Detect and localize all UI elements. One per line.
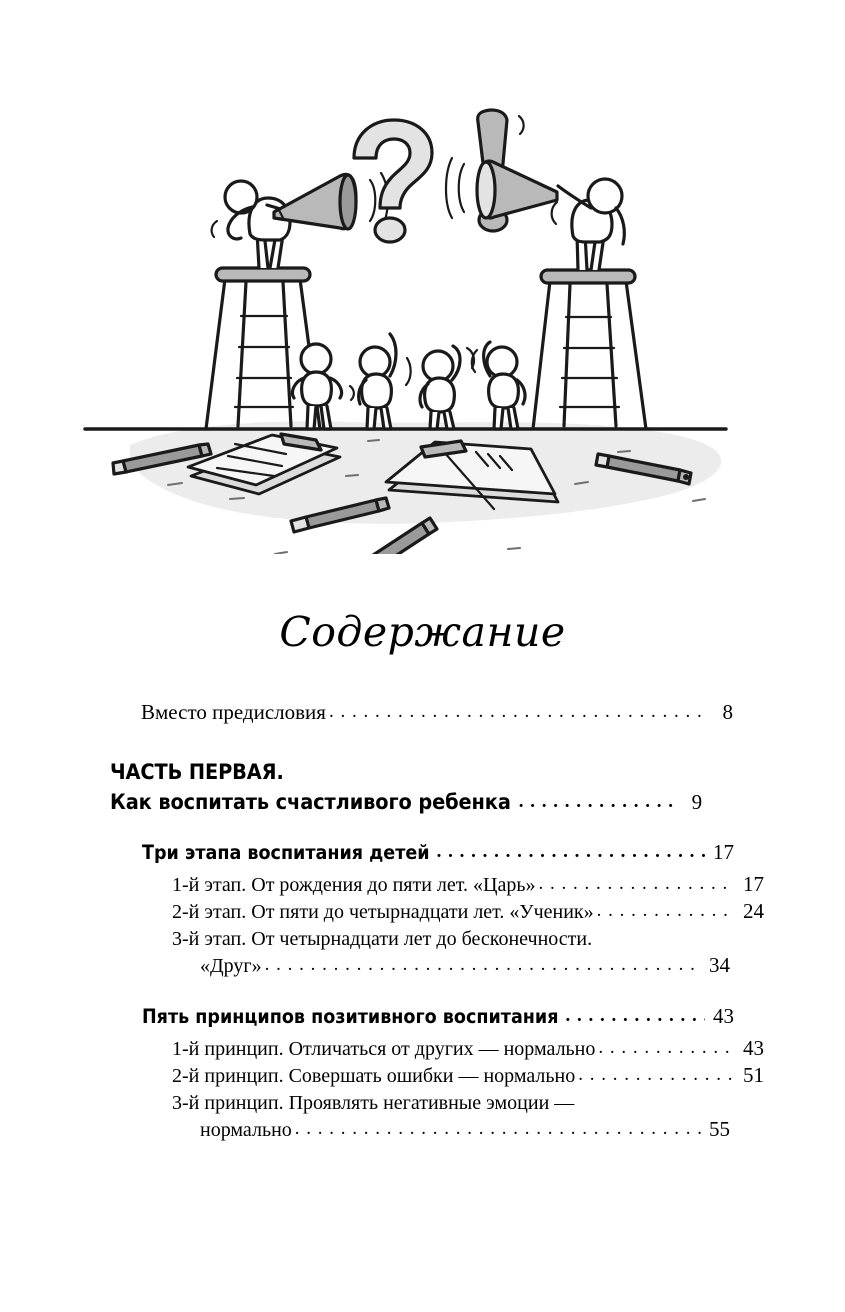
toc-sub-label: 2-й этап. От пяти до четырнадцати лет. «Ученик» [172, 901, 594, 924]
toc-page-number: 9 [691, 789, 702, 814]
dot-leader [329, 701, 704, 723]
toc-page-number: 55 [709, 1117, 730, 1142]
toc-entry-label: Вместо предисловия [141, 700, 326, 724]
toc-sub-entry[interactable] [172, 898, 764, 926]
toc-sub-entry[interactable] [172, 926, 730, 980]
toc-sub-label-line1: 3-й этап. От четырнадцати лет до бесконечности. [172, 927, 593, 950]
toc-page-number: 8 [722, 700, 733, 724]
toc-chapter-heading-1[interactable] [142, 840, 734, 865]
page-title: Содержание [279, 608, 566, 656]
dot-leader [538, 872, 735, 897]
toc-page-number: 43 [713, 1003, 734, 1028]
toc-page-number: 24 [743, 899, 764, 924]
crowd-figure-3 [420, 346, 474, 429]
figure-right-megaphone [552, 179, 625, 270]
toc-chapter-heading-2[interactable] [142, 1004, 734, 1029]
toc-sub-entry[interactable] [172, 1035, 764, 1063]
dot-leader [597, 899, 735, 924]
toc-sub-label-line1: 3-й принцип. Проявлять негативные эмоции — [172, 1092, 575, 1115]
dot-leader [295, 1117, 701, 1142]
toc-part-line1: ЧАСТЬ ПЕРВАЯ. [110, 760, 284, 785]
ladder-left [206, 268, 320, 429]
toc-chapter-label: Пять принципов позитивного воспитания [142, 1004, 559, 1028]
crowd-figure-4 [472, 342, 525, 429]
toc-part-heading[interactable] [110, 759, 702, 818]
dot-leader [519, 789, 673, 814]
dot-leader [565, 1005, 705, 1027]
toc-part-line2: Как воспитать счастливого ребенка [110, 789, 511, 815]
dot-leader [578, 1063, 735, 1088]
toc-chapter-label: Три этапа воспитания детей [142, 840, 430, 864]
toc-page-number: 34 [709, 952, 730, 977]
toc-sub-entry[interactable] [172, 871, 764, 899]
dot-leader [598, 1036, 735, 1061]
table-of-contents [110, 700, 764, 1144]
toc-page-number: 17 [743, 871, 764, 896]
question-mark-symbol [354, 120, 432, 242]
toc-sub-label-line2: нормально [200, 1119, 292, 1142]
megaphone-announcement-illustration [78, 104, 738, 554]
toc-entry-front-matter[interactable] [141, 700, 733, 725]
toc-sub-label: 1-й принцип. Отличаться от других — нормально [172, 1037, 596, 1060]
crowd-figure-1 [292, 344, 353, 429]
toc-sub-entry[interactable] [172, 1090, 730, 1144]
toc-page-number: 51 [743, 1063, 764, 1088]
ladder-right [533, 270, 646, 429]
megaphone-right [446, 158, 557, 218]
toc-page-number: 43 [743, 1035, 764, 1060]
toc-sub-label: 2-й принцип. Совершать ошибки — нормально [172, 1065, 576, 1088]
toc-sub-entry[interactable] [172, 1062, 764, 1090]
toc-sub-label-line2: «Друг» [200, 954, 262, 977]
toc-page-number: 17 [713, 839, 734, 864]
dot-leader [265, 953, 701, 978]
megaphone-left [274, 173, 388, 229]
section-spacer [110, 980, 702, 1004]
toc-sub-label: 1-й этап. От рождения до пяти лет. «Царь» [172, 873, 536, 896]
crowd-figure-2 [359, 334, 411, 429]
figure-left-megaphone [212, 181, 290, 268]
dot-leader [437, 841, 705, 863]
